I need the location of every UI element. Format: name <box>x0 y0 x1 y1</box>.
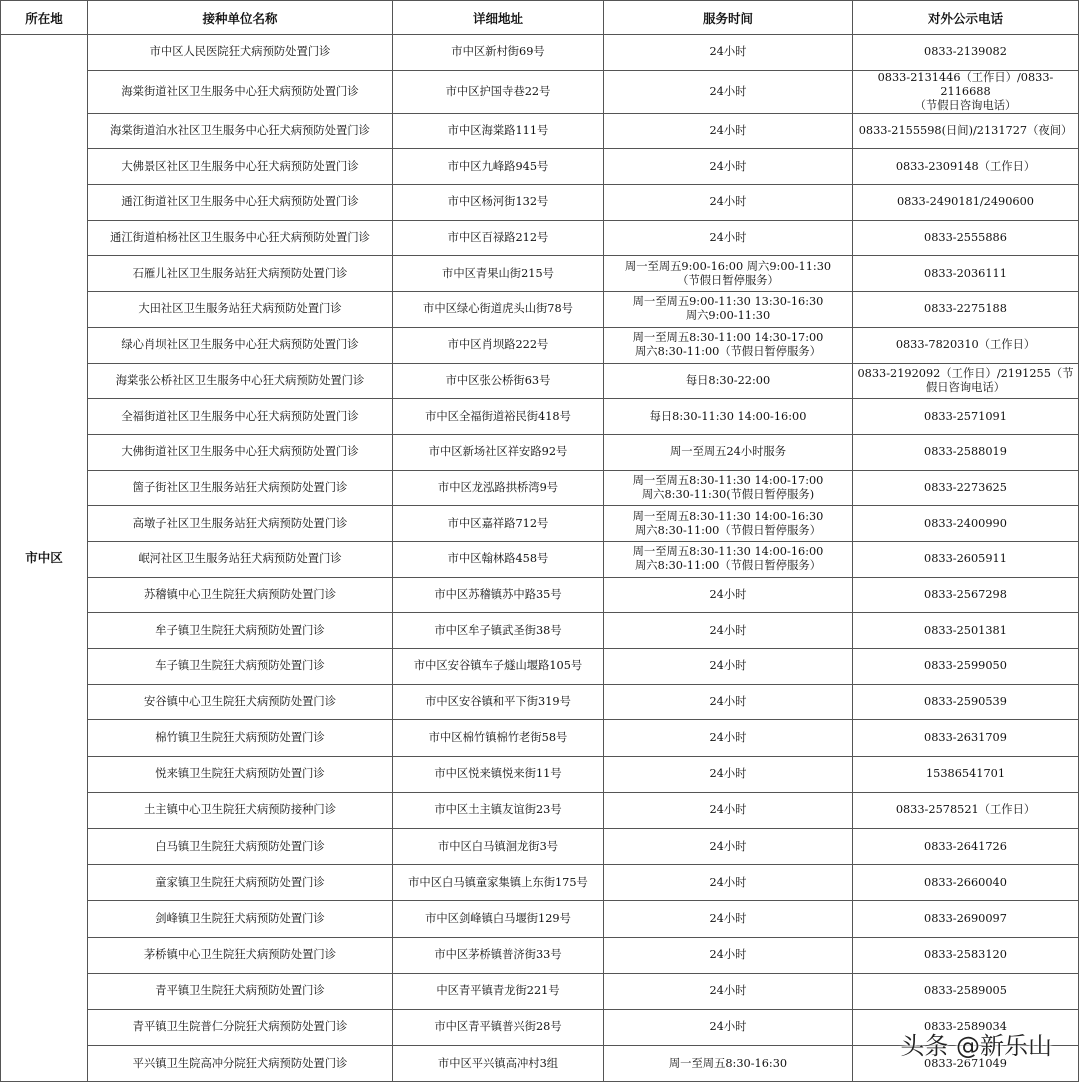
phone-cell-text: 0833-2275188 <box>924 302 1007 316</box>
unit-cell <box>88 901 393 937</box>
unit-cell-text: 安谷镇中心卫生院狂犬病预防处置门诊 <box>143 695 337 709</box>
address-cell <box>393 684 604 720</box>
address-cell-text: 市中区剑峰镇白马堰街129号 <box>425 911 571 925</box>
table-row <box>1 470 1079 506</box>
phone-cell <box>853 649 1079 685</box>
address-cell-text: 市中区张公桥街63号 <box>445 373 551 387</box>
phone-cell <box>853 756 1079 792</box>
hours-cell <box>604 327 853 363</box>
phone-cell <box>853 937 1079 973</box>
address-cell <box>393 399 604 435</box>
hours-cell-text: 24小时 <box>709 159 747 173</box>
hours-cell <box>604 113 853 149</box>
phone-cell <box>853 363 1079 399</box>
hours-cell <box>604 506 853 542</box>
hours-cell-text: 24小时 <box>709 984 747 998</box>
address-cell-text: 市中区白马镇童家集镇上东街175号 <box>408 875 588 889</box>
unit-cell-text: 平兴镇卫生院高冲分院狂犬病预防处置门诊 <box>132 1056 348 1070</box>
unit-cell-text: 全福街道社区卫生服务中心狂犬病预防处置门诊 <box>121 409 359 423</box>
hours-cell-text: 24小时 <box>709 875 747 889</box>
hours-cell <box>604 220 853 256</box>
address-cell <box>393 720 604 756</box>
phone-cell-text: 0833-2501381 <box>924 623 1007 637</box>
watermark-logo: 头条 @新乐山 <box>900 1032 1052 1060</box>
address-cell <box>393 434 604 470</box>
address-cell <box>393 256 604 292</box>
address-cell-text: 市中区肖坝路222号 <box>447 338 549 352</box>
address-cell-text: 市中区棉竹镇棉竹老街58号 <box>428 730 568 744</box>
hours-cell <box>604 363 853 399</box>
phone-cell <box>853 577 1079 613</box>
phone-cell-text: 0833-2641726 <box>924 839 1007 853</box>
address-cell <box>393 292 604 328</box>
table-row <box>1 756 1079 792</box>
unit-cell <box>88 292 393 328</box>
unit-cell <box>88 256 393 292</box>
address-cell-text: 市中区护国寺巷22号 <box>445 84 551 98</box>
address-cell <box>393 35 604 71</box>
phone-cell-text: 0833-2588019 <box>924 445 1007 459</box>
address-cell <box>393 70 604 113</box>
hours-cell <box>604 792 853 828</box>
hours-cell-text: 24小时 <box>709 623 747 637</box>
hours-cell <box>604 684 853 720</box>
unit-cell-text: 童家镇卫生院狂犬病预防处置门诊 <box>155 875 325 889</box>
unit-cell-text: 白马镇卫生院狂犬病预防处置门诊 <box>155 839 325 853</box>
phone-cell <box>853 613 1079 649</box>
table-row <box>1 149 1079 185</box>
hours-cell-text: 24小时 <box>709 948 747 962</box>
unit-cell-text: 海棠街道社区卫生服务中心狂犬病预防处置门诊 <box>121 84 359 98</box>
phone-cell <box>853 865 1079 901</box>
location-cell: 市中区 <box>1 35 88 1082</box>
hours-cell-text: 24小时 <box>709 84 747 98</box>
unit-cell-text: 苏稽镇中心卫生院狂犬病预防处置门诊 <box>143 587 337 601</box>
phone-cell-text: 0833-2273625 <box>924 480 1007 494</box>
unit-cell-text: 牟子镇卫生院狂犬病预防处置门诊 <box>155 623 325 637</box>
address-cell-text: 市中区嘉祥路712号 <box>447 516 549 530</box>
table-row <box>1 363 1079 399</box>
hours-cell-text: 每日8:30-11:30 14:00-16:00 <box>649 409 807 423</box>
unit-cell-text: 大田社区卫生服务站狂犬病预防处置门诊 <box>138 302 342 316</box>
hours-cell <box>604 1009 853 1045</box>
hours-cell-text: 24小时 <box>709 1020 747 1034</box>
phone-cell-text: 0833-2555886 <box>924 231 1007 245</box>
phone-cell <box>853 292 1079 328</box>
phone-cell <box>853 792 1079 828</box>
address-cell <box>393 973 604 1009</box>
table-row <box>1 937 1079 973</box>
address-cell <box>393 220 604 256</box>
hours-cell <box>604 865 853 901</box>
table-row <box>1 399 1079 435</box>
table-row <box>1 113 1079 149</box>
hours-cell <box>604 828 853 864</box>
hours-cell <box>604 901 853 937</box>
unit-cell <box>88 577 393 613</box>
hours-cell <box>604 1046 853 1082</box>
hours-cell-text: 24小时 <box>709 911 747 925</box>
unit-cell <box>88 434 393 470</box>
address-cell-text: 市中区悦来镇悦来街11号 <box>434 767 562 781</box>
hours-cell <box>604 185 853 221</box>
unit-cell-text: 绿心肖坝社区卫生服务中心狂犬病预防处置门诊 <box>121 338 359 352</box>
table-row <box>1 577 1079 613</box>
address-cell <box>393 577 604 613</box>
hours-cell-text: 24小时 <box>709 45 747 59</box>
table-row <box>1 327 1079 363</box>
address-cell-text: 市中区白马镇洄龙街3号 <box>437 839 559 853</box>
address-cell-text: 市中区新场社区祥安路92号 <box>428 445 568 459</box>
table-row <box>1 506 1079 542</box>
address-cell-text: 市中区苏稽镇苏中路35号 <box>434 587 562 601</box>
hours-cell-text: 周一至周五8:30-11:00 14:30-17:00 周六8:30-11:00（节假日暂停服务） <box>632 331 824 359</box>
phone-cell-text: 15386541701 <box>925 767 1006 781</box>
phone-cell-text: 0833-2590539 <box>924 695 1007 709</box>
phone-cell-text: 0833-2192092（工作日）/2191255（节 假日咨询电话） <box>857 366 1074 394</box>
phone-cell-text: 0833-2660040 <box>924 875 1007 889</box>
phone-cell-text: 0833-2690097 <box>924 911 1007 925</box>
address-cell-text: 市中区龙泓路拱桥湾9号 <box>437 480 559 494</box>
phone-cell-text: 0833-7820310（工作日） <box>895 338 1036 352</box>
table-row <box>1 973 1079 1009</box>
unit-cell <box>88 684 393 720</box>
phone-cell-text: 0833-2036111 <box>924 266 1007 280</box>
unit-cell-text: 岷河社区卫生服务站狂犬病预防处置门诊 <box>138 552 342 566</box>
table-row <box>1 256 1079 292</box>
header-row <box>1 1 1079 35</box>
hours-cell-text: 周一至周五9:00-16:00 周六9:00-11:30 （节假日暂停服务） <box>624 259 832 287</box>
unit-cell <box>88 35 393 71</box>
phone-cell-text: 0833-2589034 <box>924 1020 1007 1034</box>
hours-cell-text: 周一至周五8:30-11:30 14:00-16:30 周六8:30-11:00（节假日暂停服务） <box>632 509 824 537</box>
hours-cell-text: 周一至周五8:30-11:30 14:00-17:00 周六8:30-11:30(节假日暂停服务) <box>632 473 824 501</box>
phone-cell-text: 0833-2599050 <box>924 659 1007 673</box>
address-cell <box>393 828 604 864</box>
unit-cell <box>88 937 393 973</box>
unit-cell <box>88 828 393 864</box>
unit-cell <box>88 973 393 1009</box>
address-cell <box>393 149 604 185</box>
unit-cell-text: 大佛景区社区卫生服务中心狂犬病预防处置门诊 <box>121 159 359 173</box>
table-row <box>1 70 1079 113</box>
address-cell <box>393 363 604 399</box>
table-row <box>1 35 1079 71</box>
phone-cell <box>853 113 1079 149</box>
address-cell <box>393 901 604 937</box>
unit-cell <box>88 541 393 577</box>
table-row <box>1 865 1079 901</box>
hours-cell-text: 每日8:30-22:00 <box>685 373 771 387</box>
unit-cell-text: 棉竹镇卫生院狂犬病预防处置门诊 <box>155 730 325 744</box>
unit-cell <box>88 613 393 649</box>
phone-cell-text: 0833-2567298 <box>924 587 1007 601</box>
address-cell-text: 市中区茅桥镇普济街33号 <box>434 948 562 962</box>
unit-cell <box>88 720 393 756</box>
header-hours: 服务时间 <box>604 1 853 35</box>
phone-cell-text: 0833-2631709 <box>924 730 1007 744</box>
unit-cell <box>88 149 393 185</box>
phone-cell <box>853 506 1079 542</box>
hours-cell <box>604 70 853 113</box>
address-cell <box>393 113 604 149</box>
unit-cell-text: 高墩子社区卫生服务站狂犬病预防处置门诊 <box>132 516 348 530</box>
phone-cell-text: 0833-2400990 <box>924 516 1007 530</box>
phone-cell <box>853 720 1079 756</box>
address-cell-text: 市中区新村街69号 <box>451 45 545 59</box>
unit-cell <box>88 70 393 113</box>
hours-cell <box>604 973 853 1009</box>
address-cell-text: 市中区全福街道裕民街418号 <box>425 409 571 423</box>
unit-cell <box>88 506 393 542</box>
hours-cell-text: 周一至周五8:30-11:30 14:00-16:00 周六8:30-11:00（节假日暂停服务） <box>632 545 824 573</box>
unit-cell-text: 海棠街道泊水社区卫生服务中心狂犬病预防处置门诊 <box>110 124 370 138</box>
unit-cell-text: 青平镇卫生院狂犬病预防处置门诊 <box>155 984 325 998</box>
phone-cell <box>853 149 1079 185</box>
unit-cell <box>88 220 393 256</box>
address-cell-text: 市中区青果山街215号 <box>442 266 554 280</box>
table-row <box>1 684 1079 720</box>
table-row <box>1 901 1079 937</box>
unit-cell-text: 通江街道柏杨社区卫生服务中心狂犬病预防处置门诊 <box>110 231 370 245</box>
phone-cell-text: 0833-2309148（工作日） <box>895 159 1036 173</box>
table-row <box>1 649 1079 685</box>
unit-cell-text: 箇子街社区卫生服务站狂犬病预防处置门诊 <box>132 480 348 494</box>
phone-cell-text: 0833-2155598(日间)/2131727（夜间） <box>858 124 1073 138</box>
header-unit: 接种单位名称 <box>88 1 393 35</box>
unit-cell <box>88 792 393 828</box>
header-address: 详细地址 <box>393 1 604 35</box>
phone-cell <box>853 70 1079 113</box>
unit-cell <box>88 399 393 435</box>
phone-cell-text: 0833-2490181/2490600 <box>897 195 1034 209</box>
address-cell <box>393 937 604 973</box>
phone-cell <box>853 434 1079 470</box>
hours-cell-text: 24小时 <box>709 695 747 709</box>
header-phone: 对外公示电话 <box>853 1 1079 35</box>
phone-cell-text: 0833-2671049 <box>924 1056 1007 1070</box>
address-cell-text: 市中区安谷镇车子燧山堰路105号 <box>413 659 583 673</box>
address-cell-text: 市中区绿心街道虎头山街78号 <box>423 302 573 316</box>
phone-cell <box>853 220 1079 256</box>
phone-cell <box>853 35 1079 71</box>
hours-cell-text: 24小时 <box>709 839 747 853</box>
table-row <box>1 185 1079 221</box>
phone-cell-text: 0833-2605911 <box>924 552 1007 566</box>
unit-cell-text: 剑峰镇卫生院狂犬病预防处置门诊 <box>155 911 325 925</box>
unit-cell-text: 土主镇中心卫生院狂犬病预防接种门诊 <box>143 803 337 817</box>
unit-cell <box>88 865 393 901</box>
hours-cell <box>604 434 853 470</box>
address-cell <box>393 185 604 221</box>
phone-cell <box>853 973 1079 1009</box>
table-row <box>1 292 1079 328</box>
address-cell-text: 中区青平镇青龙街221号 <box>436 984 560 998</box>
hours-cell <box>604 649 853 685</box>
table-row <box>1 541 1079 577</box>
phone-cell <box>853 185 1079 221</box>
hours-cell <box>604 937 853 973</box>
phone-cell-text: 0833-2131446（工作日）/0833-2116688 （节假日咨询电话） <box>877 70 1054 112</box>
address-cell <box>393 1046 604 1082</box>
hours-cell <box>604 720 853 756</box>
table-row <box>1 720 1079 756</box>
hours-cell-text: 24小时 <box>709 231 747 245</box>
address-cell <box>393 613 604 649</box>
phone-cell-text: 0833-2139082 <box>924 45 1007 59</box>
unit-cell <box>88 470 393 506</box>
hours-cell-text: 周一至周五9:00-11:30 13:30-16:30 周六9:00-11:30 <box>632 295 824 323</box>
address-cell-text: 市中区海棠路111号 <box>447 124 549 138</box>
address-cell-text: 市中区牟子镇武圣街38号 <box>434 623 562 637</box>
hours-cell-text: 24小时 <box>709 659 747 673</box>
address-cell-text: 市中区青平镇普兴街28号 <box>434 1020 562 1034</box>
address-cell <box>393 865 604 901</box>
phone-cell <box>853 327 1079 363</box>
hours-cell-text: 24小时 <box>709 730 747 744</box>
address-cell-text: 市中区安谷镇和平下街319号 <box>425 695 571 709</box>
phone-cell-text: 0833-2571091 <box>924 409 1007 423</box>
unit-cell <box>88 327 393 363</box>
unit-cell-text: 青平镇卫生院普仁分院狂犬病预防处置门诊 <box>132 1020 348 1034</box>
header-location: 所在地 <box>1 1 88 35</box>
unit-cell <box>88 756 393 792</box>
table-row <box>1 613 1079 649</box>
address-cell <box>393 1009 604 1045</box>
address-cell <box>393 541 604 577</box>
unit-cell <box>88 113 393 149</box>
address-cell <box>393 649 604 685</box>
unit-cell-text: 悦来镇卫生院狂犬病预防处置门诊 <box>155 767 325 781</box>
phone-cell <box>853 470 1079 506</box>
phone-cell-text: 0833-2583120 <box>924 948 1007 962</box>
hours-cell <box>604 149 853 185</box>
phone-cell <box>853 256 1079 292</box>
unit-cell-text: 通江街道社区卫生服务中心狂犬病预防处置门诊 <box>121 195 359 209</box>
hours-cell <box>604 35 853 71</box>
address-cell-text: 市中区平兴镇高冲村3组 <box>437 1056 559 1070</box>
hours-cell <box>604 399 853 435</box>
address-cell-text: 市中区九峰路945号 <box>447 159 549 173</box>
hours-cell <box>604 577 853 613</box>
unit-cell <box>88 185 393 221</box>
unit-cell-text: 市中区人民医院狂犬病预防处置门诊 <box>149 45 331 59</box>
table-row <box>1 434 1079 470</box>
table-row <box>1 828 1079 864</box>
unit-cell <box>88 1046 393 1082</box>
unit-cell <box>88 1009 393 1045</box>
address-cell-text: 市中区翰林路458号 <box>447 552 549 566</box>
unit-cell-text: 石雁儿社区卫生服务站狂犬病预防处置门诊 <box>132 266 348 280</box>
hours-cell <box>604 541 853 577</box>
hours-cell <box>604 613 853 649</box>
table-row <box>1 792 1079 828</box>
hours-cell-text: 24小时 <box>709 195 747 209</box>
unit-cell-text: 海棠张公桥社区卫生服务中心狂犬病预防处置门诊 <box>115 373 365 387</box>
address-cell <box>393 327 604 363</box>
hours-cell-text: 24小时 <box>709 124 747 138</box>
hours-cell-text: 24小时 <box>709 587 747 601</box>
phone-cell-text: 0833-2589005 <box>924 984 1007 998</box>
address-cell <box>393 756 604 792</box>
phone-cell <box>853 541 1079 577</box>
hours-cell <box>604 756 853 792</box>
unit-cell-text: 茅桥镇中心卫生院狂犬病预防处置门诊 <box>143 948 337 962</box>
address-cell-text: 市中区百禄路212号 <box>447 231 549 245</box>
unit-cell-text: 大佛街道社区卫生服务中心狂犬病预防处置门诊 <box>121 445 359 459</box>
table-row <box>1 220 1079 256</box>
unit-cell-text: 车子镇卫生院狂犬病预防处置门诊 <box>155 659 325 673</box>
phone-cell <box>853 901 1079 937</box>
phone-cell-text: 0833-2578521（工作日） <box>895 803 1036 817</box>
phone-cell <box>853 399 1079 435</box>
hours-cell-text: 24小时 <box>709 767 747 781</box>
unit-cell <box>88 649 393 685</box>
hours-cell-text: 24小时 <box>709 803 747 817</box>
phone-cell <box>853 828 1079 864</box>
hours-cell <box>604 292 853 328</box>
address-cell-text: 市中区杨河街132号 <box>447 195 549 209</box>
hours-cell <box>604 256 853 292</box>
address-cell <box>393 792 604 828</box>
address-cell <box>393 470 604 506</box>
hours-cell-text: 周一至周五8:30-16:30 <box>668 1056 788 1070</box>
unit-cell <box>88 363 393 399</box>
address-cell-text: 市中区土主镇友谊街23号 <box>434 803 562 817</box>
hours-cell <box>604 470 853 506</box>
phone-cell <box>853 684 1079 720</box>
address-cell <box>393 506 604 542</box>
hours-cell-text: 周一至周五24小时服务 <box>669 445 787 459</box>
